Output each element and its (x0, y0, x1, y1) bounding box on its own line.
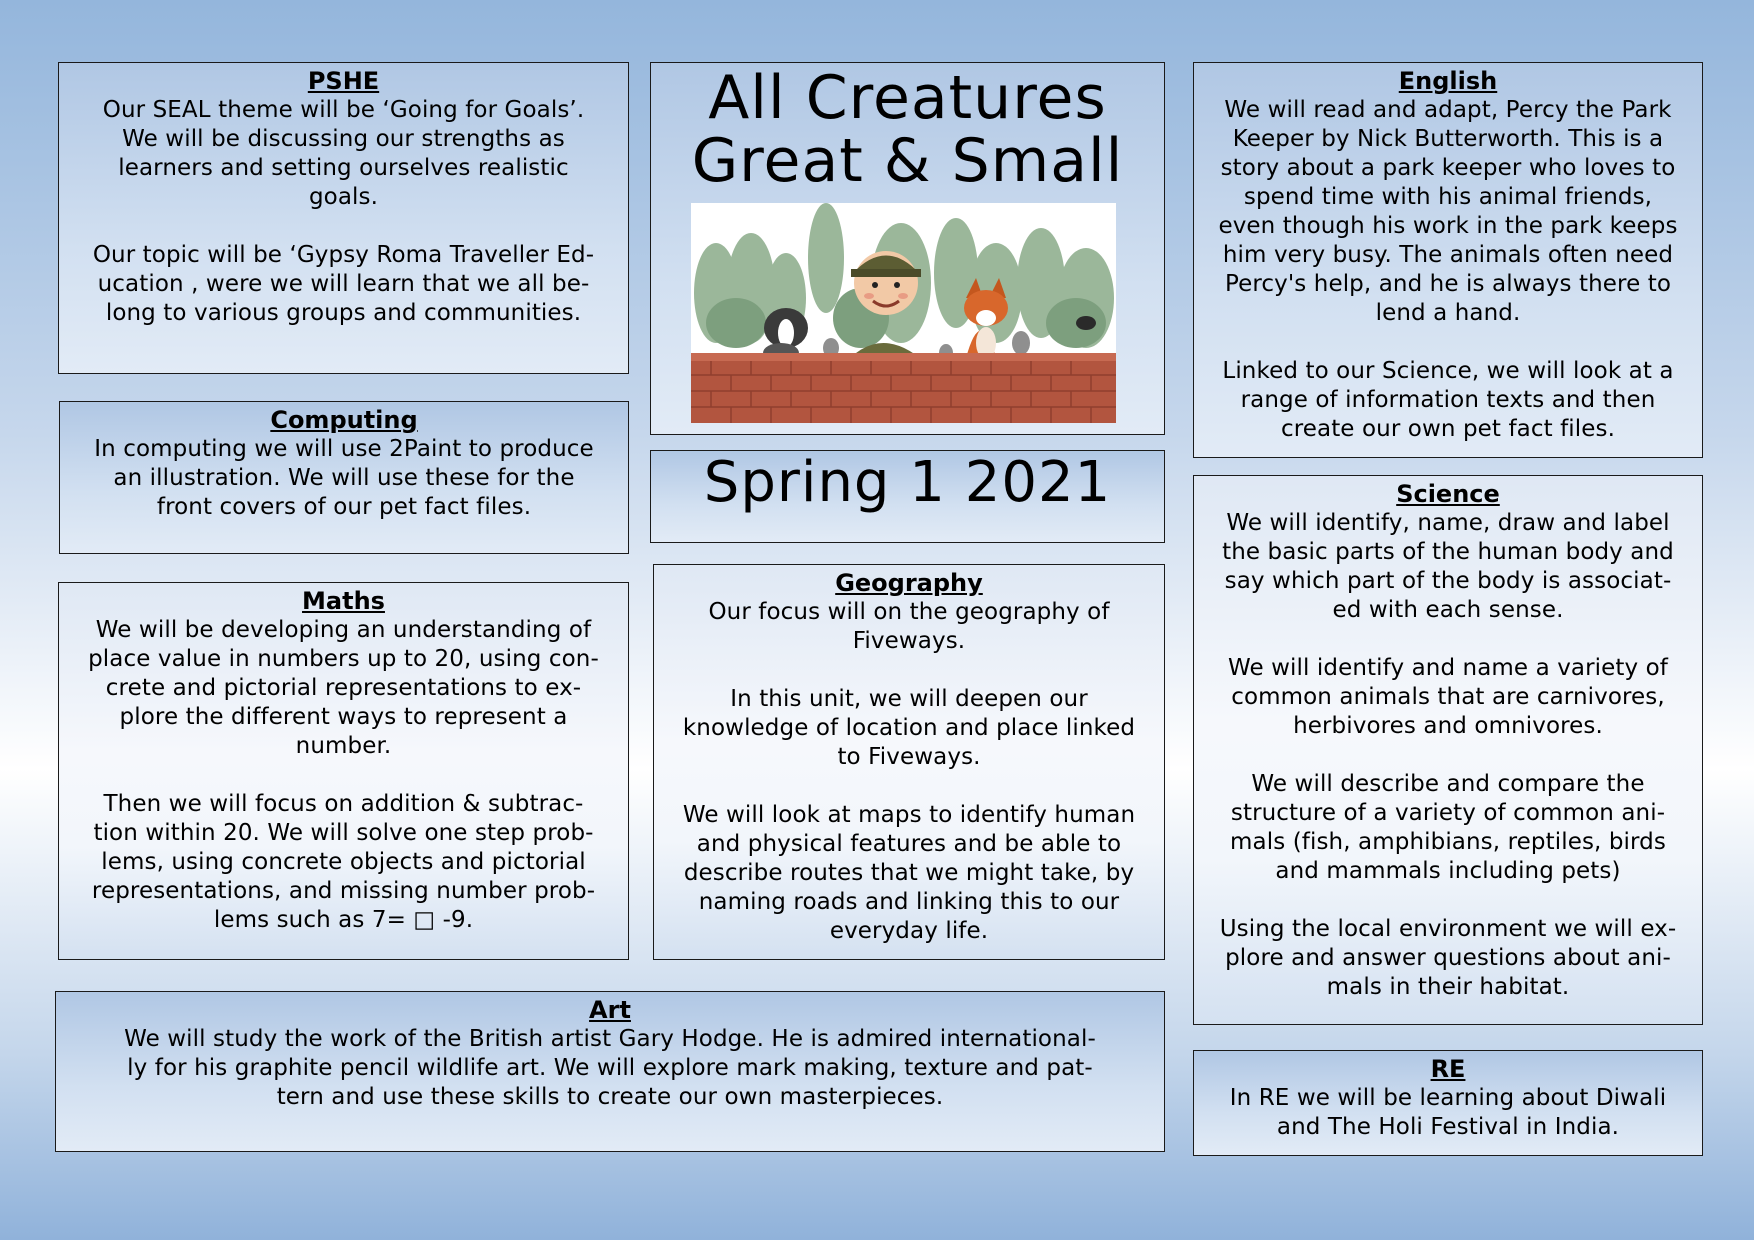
pshe-panel (58, 62, 629, 374)
page-title-line-2: Great & Small (691, 126, 1124, 196)
english-panel (1193, 62, 1703, 458)
percy-park-keeper-illustration (691, 203, 1116, 423)
art-heading: Art (589, 996, 631, 1024)
computing-text: In computing we will use 2Paint to produce an illustration. We will use these for the front covers of our pet fact files. (94, 436, 594, 520)
computing-heading: Computing (270, 406, 418, 434)
geography-text: Our focus will on the geography of Fiveways. In this unit, we will deepen our knowledge of location and place linked to Fiveways. We will look at maps to identify human and physical features and be able to describe routes that we might take, by naming roads and linking this to our everyday life. (682, 599, 1136, 944)
maths-panel (58, 582, 629, 960)
term-panel (650, 450, 1165, 543)
pshe-heading: PSHE (307, 67, 380, 95)
science-panel (1193, 475, 1703, 1025)
geography-heading: Geography (835, 569, 983, 597)
maths-heading: Maths (302, 587, 385, 615)
computing-panel (59, 401, 629, 554)
english-heading: English (1398, 67, 1498, 95)
english-text: We will read and adapt, Percy the Park Keeper by Nick Butterworth. This is a story about a park keeper who loves to spend time with his animal friends, even though his work in the park keeps him very busy. The animals often need Percy's help, and he is always there to lend a hand. Linked to our Science, we will look at a range of information texts and then create our own pet fact files. (1218, 97, 1678, 442)
term-label: Spring 1 2021 (703, 450, 1112, 515)
re-text: In RE we will be learning about Diwali and The Holi Festival in India. (1229, 1085, 1667, 1140)
re-heading: RE (1430, 1055, 1466, 1083)
page-title-line-1: All Creatures (708, 63, 1107, 133)
science-heading: Science (1396, 480, 1500, 508)
maths-text: We will be developing an understanding of place value in numbers up to 20, using con- crete and pictorial representations to ex- plore the different ways to represent a number. Then we will focus on addition & subtrac- tion within 20. We will solve one step prob- lems, using concrete objects and pictorial representations, and missing number prob- lems such as 7= □ -9. (88, 617, 599, 933)
title-panel (650, 62, 1165, 435)
art-panel (55, 991, 1165, 1152)
art-text: We will study the work of the British artist Gary Hodge. He is admired international- ly for his graphite pencil wildlife art. We will explore mark making, texture and pat- tern and use these skills to create our own masterpieces. (124, 1026, 1096, 1110)
pshe-text: Our SEAL theme will be ‘Going for Goals’. We will be discussing our strengths as learners and setting ourselves realistic goals. Our topic will be ‘Gypsy Roma Traveller Ed- ucation , were we will learn that we all be- long to various groups and communities. (92, 97, 595, 326)
re-panel (1193, 1050, 1703, 1156)
geography-panel (653, 564, 1165, 960)
science-text: We will identify, name, draw and label the basic parts of the human body and say which part of the body is associat- ed with each sense. We will identify and name a variety of common animals that are carnivores, herbivores and omnivores. We will describe and compare the structure of a variety of common ani- mals (fish, amphibians, reptiles, birds and mammals including pets) Using the local environment we will ex- plore and answer questions about ani- mals in their habitat. (1219, 510, 1677, 1000)
